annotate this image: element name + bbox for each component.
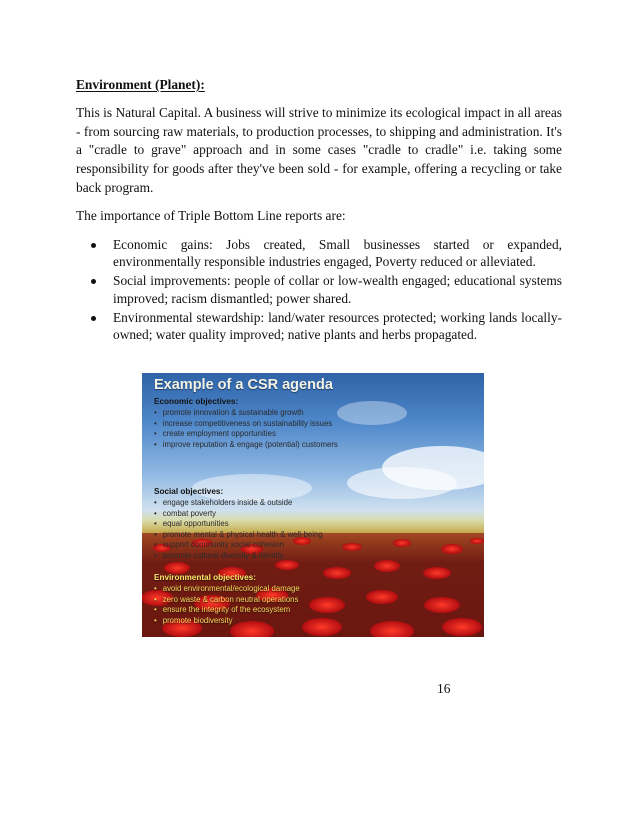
list-item: Environmental stewardship: land/water resources protected; working lands locally-owned; water quality improved; native plants and herbs propagated.: [76, 309, 562, 343]
csr-agenda-figure: [142, 373, 484, 637]
social-objectives-list: [154, 498, 323, 562]
bullet-icon: [91, 316, 96, 321]
benefits-list: [76, 236, 562, 345]
list-item: • promote mental & physical health & well-being: [154, 530, 323, 541]
list-item: • zero waste & carbon neutral operations: [154, 595, 300, 606]
list-item: • ensure the integrity of the ecosystem: [154, 605, 300, 616]
triple-bottom-line-intro: The importance of Triple Bottom Line reports are:: [76, 208, 346, 223]
list-item: • engage stakeholders inside & outside: [154, 498, 323, 509]
list-item: • create employment opportunities: [154, 429, 338, 440]
list-item: • promote cultural diversity & identity: [154, 551, 323, 562]
list-item: Economic gains: Jobs created, Small businesses started or expanded, environmentally responsible industries engaged, Poverty reduced or alleviated.: [76, 236, 562, 270]
list-item: • support community social cohesion: [154, 540, 323, 551]
list-item: • promote biodiversity: [154, 616, 300, 627]
economic-objectives-list: [154, 408, 338, 450]
list-item: • increase competitiveness on sustainability issues: [154, 419, 338, 430]
bullet-icon: [91, 279, 96, 284]
list-item: • equal opportunities: [154, 519, 323, 530]
natural-capital-paragraph: This is Natural Capital. A business will strive to minimize its ecological impact in all areas - from sourcing raw materials, to production processes, to shipping and administration. It's a "cradle to grave" approach and in some cases "cradle to cradle" i.e. taking some responsibility for goods after they've been sold - for example, offering a recycling or take back program.: [76, 105, 562, 195]
economic-objectives-heading: Economic objectives:: [154, 397, 239, 406]
figure-title: Example of a CSR agenda: [154, 377, 333, 393]
social-objectives-heading: Social objectives:: [154, 487, 224, 496]
section-heading: Environment (Planet):: [76, 77, 205, 92]
list-item: • avoid environmental/ecological damage: [154, 584, 300, 595]
list-item: • combat poverty: [154, 509, 323, 520]
bullet-icon: [91, 243, 96, 248]
environmental-objectives-list: [154, 584, 300, 626]
list-item: • promote innovation & sustainable growth: [154, 408, 338, 419]
list-item: • improve reputation & engage (potential) customers: [154, 440, 338, 451]
list-item: Social improvements: people of collar or low-wealth engaged; educational systems improved; racism dismantled; power shared.: [76, 272, 562, 306]
page-number: 16: [437, 681, 451, 696]
environmental-objectives-heading: Environmental objectives:: [154, 573, 256, 582]
